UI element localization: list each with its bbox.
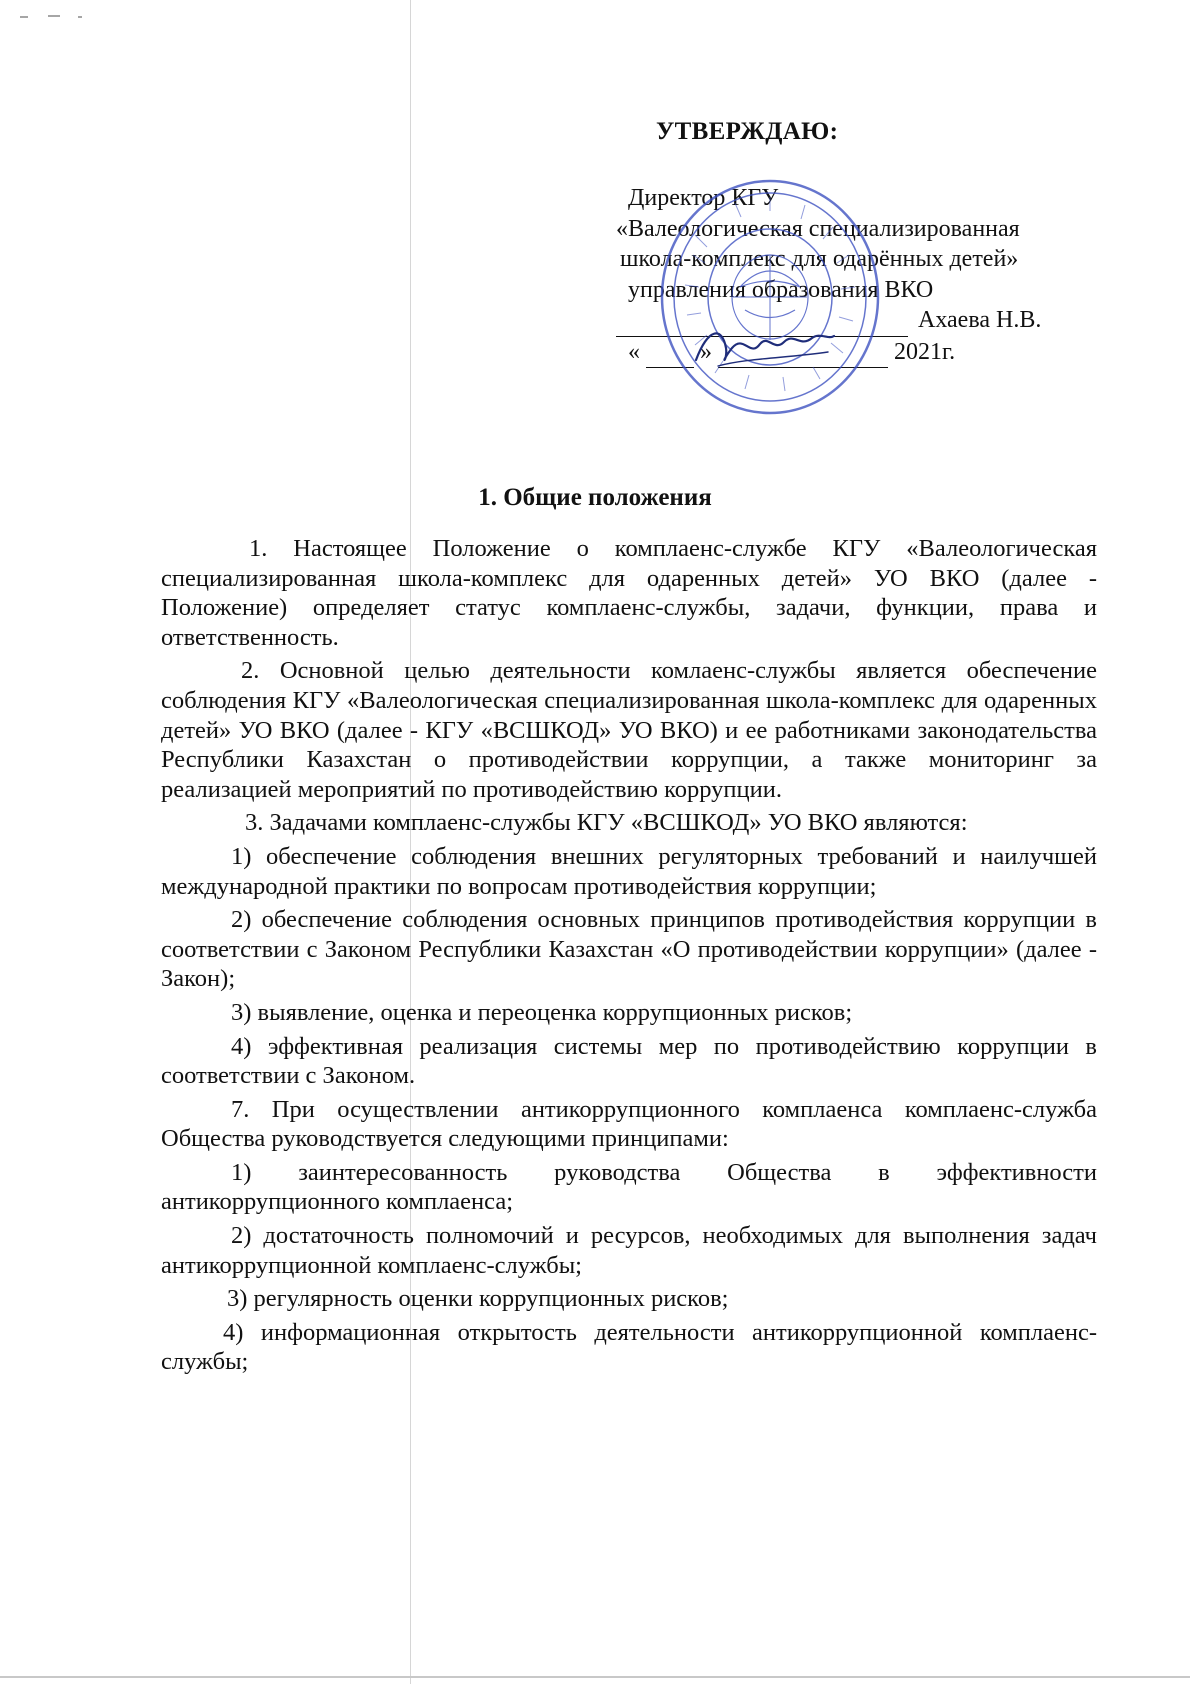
approver-position: Директор КГУ [628,185,779,211]
date-quote-open: « [628,338,640,365]
scan-bottom-edge [0,1676,1190,1678]
paragraph-3: 3. Задачами комплаенс-службы КГУ «ВСШКОД» УО ВКО являются: [245,809,968,837]
paragraph-7-item-4: 4) информационная открытость деятельности антикоррупционной комплаенс-службы; [161,1318,1097,1376]
handwritten-signature [688,318,838,378]
paragraph-3-item-4: 4) эффективная реализация системы мер по противодействию коррупции в соответствии с Законом. [161,1032,1097,1090]
organization-line-3: управления образования ВКО [628,276,934,303]
date-year: 2021г. [894,338,956,365]
section-heading: 1. Общие положения [478,484,712,511]
scan-artifact [20,14,90,20]
document-body [161,534,1097,1381]
signatory-name: Ахаева Н.В. [918,307,1042,333]
date-quote-close: » [700,338,712,365]
paragraph-3-item-1: 1) обеспечение соблюдения внешних регуляторных требований и наилучшей международной практики по вопросам противодействия коррупции; [161,842,1097,900]
paragraph-2: 2. Основной целью деятельности комлаенс-службы является обеспечение соблюдения КГУ «Валеологическая специализированная школа-комплекс для одаренных детей» УО ВКО (далее - КГУ «ВСШКОД» УО ВКО) и ее работниками законодательства Республики Казахстан о противодействии коррупции, а также мониторинг за реализацией мероприятий по противодействию коррупции. [161,657,1097,803]
paragraph-1: 1. Настоящее Положение о комплаенс-службе КГУ «Валеологическая специализированная школа-комплекс для одаренных детей» УО ВКО (далее - Положение) определяет статус комплаенс-службы, задачи, функции, права и ответственность. [161,535,1097,651]
approve-heading: УТВЕРЖДАЮ: [656,118,839,145]
organization-line-1: «Валеологическая специализированная [616,215,1020,242]
paragraph-7-item-1: 1) заинтересованность руководства Общества в эффективности антикоррупционного комплаенса; [161,1158,1097,1216]
paragraph-7-item-2: 2) достаточность полномочий и ресурсов, необходимых для выполнения задач антикоррупционной комплаенс-службы; [161,1222,1097,1279]
paragraph-3-item-2: 2) обеспечение соблюдения основных принципов противодействия коррупции в соответствии с Законом Республики Казахстан «О противодействии коррупции» (далее - Закон); [161,906,1097,993]
paragraph-7-item-3: 3) регулярность оценки коррупционных рисков; [227,1285,729,1313]
organization-line-2: школа-комплекс для одарённых детей» [620,246,1019,272]
official-seal [655,175,885,420]
paragraph-3-item-3: 3) выявление, оценка и переоценка коррупционных рисков; [231,998,853,1026]
paragraph-7: 7. При осуществлении антикоррупционного комплаенса комплаенс-служба Общества руководствуется следующими принципами: [161,1095,1097,1153]
